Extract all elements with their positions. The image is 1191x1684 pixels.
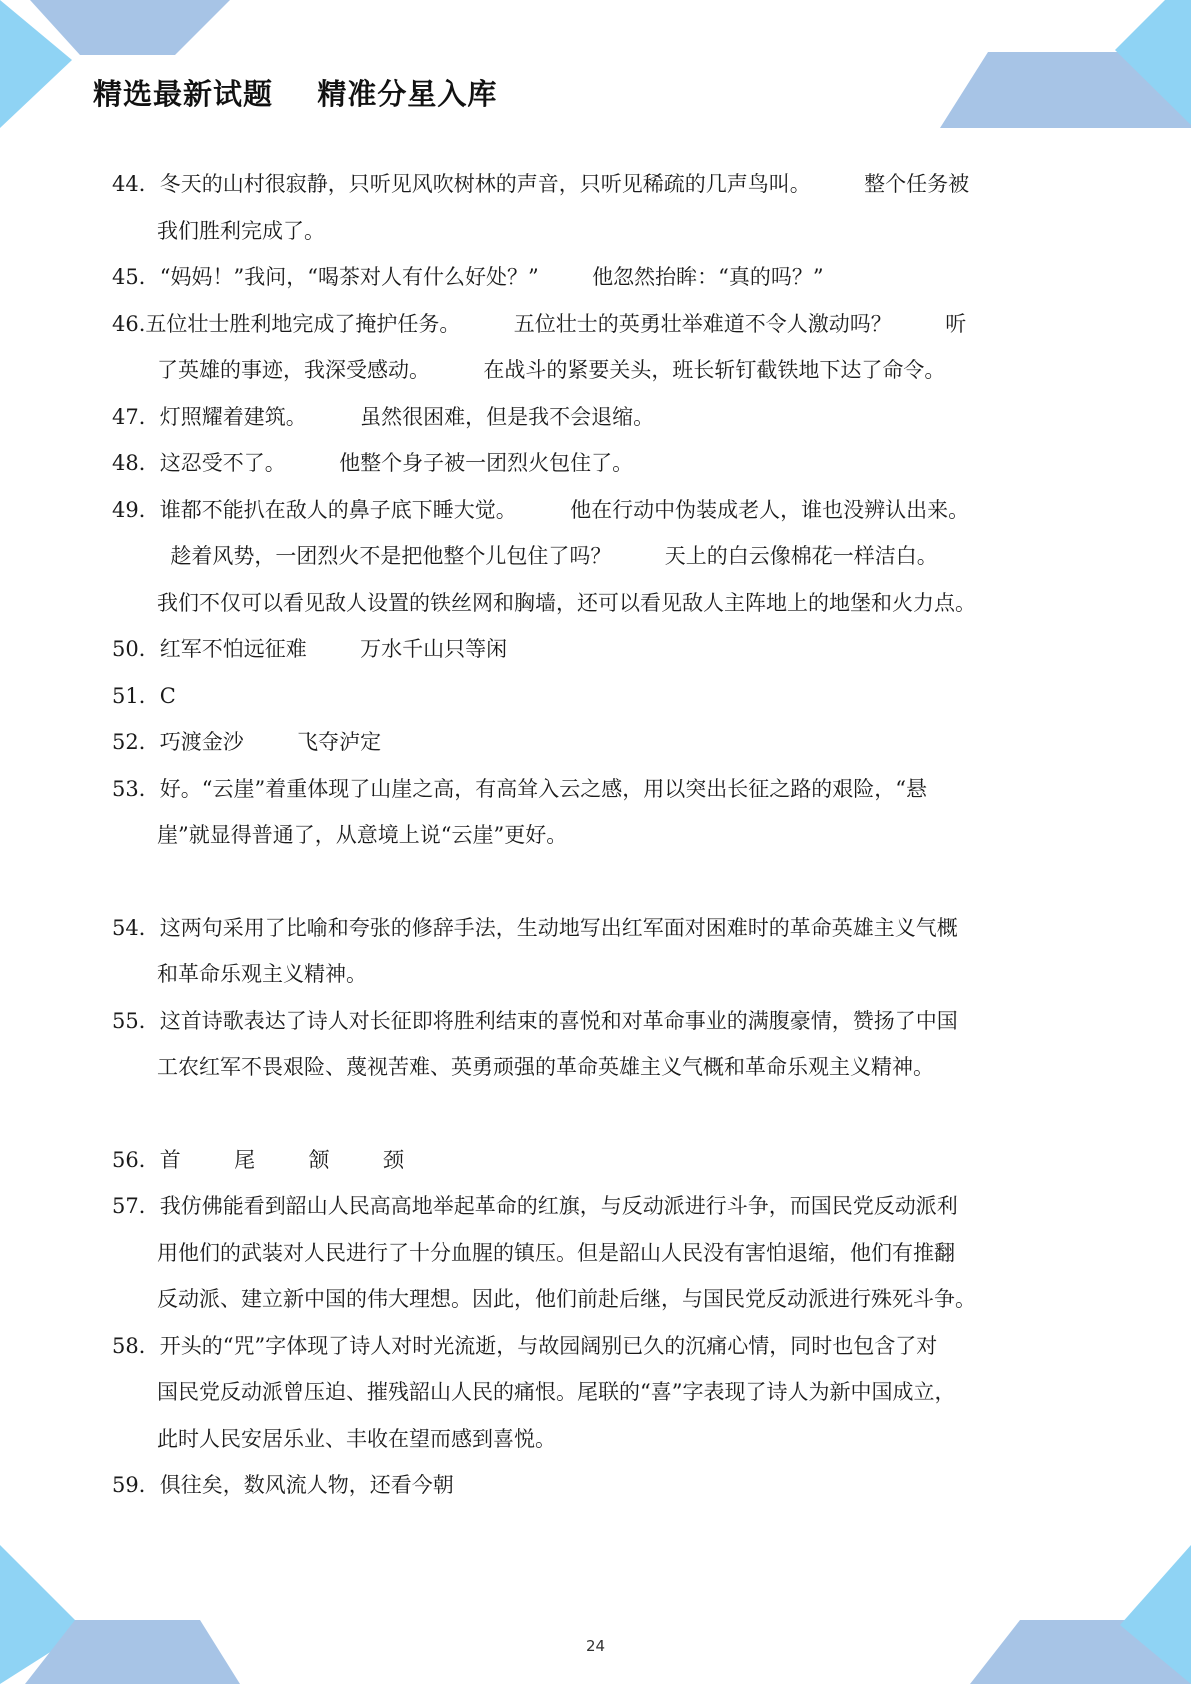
answer-item bbox=[112, 766, 1082, 859]
answer-line: 此时人民安居乐业、丰收在望而感到喜悦。 bbox=[157, 1426, 556, 1451]
answer-line: 巧渡金沙 飞夺泸定 bbox=[159, 730, 382, 754]
question-number: 48． bbox=[112, 451, 160, 475]
answer-item bbox=[112, 440, 1082, 487]
answer-text bbox=[112, 1462, 1082, 1509]
answer-item bbox=[112, 1323, 1082, 1463]
question-number: 56． bbox=[112, 1147, 160, 1172]
bottom-right-decoration bbox=[960, 1545, 1191, 1684]
question-number: 49． bbox=[112, 497, 160, 522]
header-title: 精选最新试题 精准分星入库 bbox=[93, 77, 498, 111]
answer-line: 俱往矣，数风流人物，还看今朝 bbox=[159, 1473, 454, 1497]
answer-text bbox=[112, 161, 1082, 254]
answer-line: 这忍受不了。 他整个身子被一团烈火包住了。 bbox=[159, 451, 634, 475]
answer-text bbox=[112, 626, 1082, 673]
answer-text bbox=[112, 440, 1082, 487]
answer-item bbox=[112, 1137, 1082, 1184]
question-number: 52． bbox=[112, 730, 160, 754]
answer-line: “妈妈！”我问，“喝茶对人有什么好处？” 他忽然抬眸：“真的吗？” bbox=[159, 265, 824, 289]
answer-line: 我们胜利完成了。 bbox=[157, 218, 325, 243]
spacer bbox=[112, 859, 1082, 905]
question-number: 46. bbox=[112, 311, 146, 336]
answer-line: 趁着风势，一团烈火不是把他整个儿包住了吗？ 天上的白云像棉花一样洁白。 bbox=[157, 544, 938, 568]
answer-item bbox=[112, 1462, 1082, 1509]
answer-item bbox=[112, 394, 1082, 441]
question-number: 57． bbox=[112, 1194, 160, 1218]
answer-line: 工农红军不畏艰险、蔑视苦难、英勇顽强的革命英雄主义气概和革命乐观主义精神。 bbox=[157, 1055, 934, 1079]
answer-line: 反动派、建立新中国的伟大理想。因此，他们前赴后继，与国民党反动派进行殊死斗争。 bbox=[157, 1287, 976, 1311]
answer-text bbox=[112, 673, 1082, 720]
question-number: 45． bbox=[112, 265, 160, 289]
answer-item bbox=[112, 301, 1082, 394]
answer-text bbox=[112, 1137, 1082, 1184]
question-number: 51． bbox=[112, 683, 160, 708]
answer-item bbox=[112, 1183, 1082, 1323]
answer-list bbox=[112, 161, 1082, 1509]
answer-line: C bbox=[159, 683, 176, 708]
question-number: 55． bbox=[112, 1008, 160, 1033]
answer-line: 用他们的武装对人民进行了十分血腥的镇压。但是韶山人民没有害怕退缩，他们有推翻 bbox=[157, 1240, 955, 1265]
question-number: 54． bbox=[112, 915, 160, 940]
answer-line: 五位壮士胜利地完成了掩护任务。 五位壮士的英勇壮举难道不令人激动吗？ 听 bbox=[145, 311, 967, 336]
spacer bbox=[112, 1091, 1082, 1137]
answer-text bbox=[112, 487, 1082, 627]
answer-line: 谁都不能扒在敌人的鼻子底下睡大觉。 他在行动中伪装成老人，谁也没辨认出来。 bbox=[159, 497, 970, 522]
answer-item bbox=[112, 719, 1082, 766]
question-number: 50． bbox=[112, 637, 160, 661]
bottom-left-decoration bbox=[0, 1545, 260, 1684]
answer-item bbox=[112, 905, 1082, 998]
answer-line: 和革命乐观主义精神。 bbox=[157, 962, 367, 986]
answer-line: 开头的“咒”字体现了诗人对时光流逝，与故园阔别已久的沉痛心情，同时也包含了对 bbox=[159, 1333, 938, 1358]
answer-text bbox=[112, 394, 1082, 441]
answer-line: 灯照耀着建筑。 虽然很困难，但是我不会退缩。 bbox=[159, 404, 655, 429]
answer-text bbox=[112, 301, 1082, 394]
answer-item bbox=[112, 254, 1082, 301]
question-number: 53． bbox=[112, 776, 160, 801]
answer-line: 我们不仅可以看见敌人设置的铁丝网和胸墙，还可以看见敌人主阵地上的地堡和火力点。 bbox=[157, 590, 976, 615]
answer-text bbox=[112, 719, 1082, 766]
answer-line: 这首诗歌表达了诗人对长征即将胜利结束的喜悦和对革命事业的满腹豪情，赞扬了中国 bbox=[159, 1008, 958, 1033]
answer-line: 红军不怕远征难 万水千山只等闲 bbox=[159, 637, 508, 661]
answer-line: 冬天的山村很寂静，只听见风吹树林的声音，只听见稀疏的几声鸟叫。 整个任务被 bbox=[159, 172, 970, 196]
answer-text bbox=[112, 254, 1082, 301]
answer-text bbox=[112, 998, 1082, 1091]
answer-item bbox=[112, 998, 1082, 1091]
answer-line: 好。“云崖”着重体现了山崖之高，有高耸入云之感，用以突出长征之路的艰险，“悬 bbox=[159, 776, 927, 801]
answer-line: 这两句采用了比喻和夸张的修辞手法，生动地写出红军面对困难时的革命英雄主义气概 bbox=[159, 915, 958, 940]
answer-line: 我仿佛能看到韶山人民高高地举起革命的红旗，与反动派进行斗争，而国民党反动派利 bbox=[159, 1194, 958, 1218]
answer-item bbox=[112, 161, 1082, 254]
answer-text bbox=[112, 1183, 1082, 1323]
top-right-decoration bbox=[930, 0, 1191, 130]
page-number: 24 bbox=[585, 1637, 606, 1655]
answer-text bbox=[112, 905, 1082, 998]
answer-line: 首 尾 颔 颈 bbox=[159, 1147, 404, 1172]
answer-line: 了英雄的事迹，我深受感动。 在战斗的紧要关头，班长斩钉截铁地下达了命令。 bbox=[157, 358, 946, 382]
answer-item bbox=[112, 626, 1082, 673]
answer-item bbox=[112, 673, 1082, 720]
question-number: 47． bbox=[112, 404, 160, 429]
answer-line: 崖”就显得普通了，从意境上说“云崖”更好。 bbox=[157, 823, 568, 847]
question-number: 44． bbox=[112, 172, 160, 196]
question-number: 58． bbox=[112, 1333, 160, 1358]
answer-line: 国民党反动派曾压迫、摧残韶山人民的痛恨。尾联的“喜”字表现了诗人为新中国成立， bbox=[157, 1380, 956, 1404]
answer-item bbox=[112, 487, 1082, 627]
answer-text bbox=[112, 1323, 1082, 1463]
answer-text bbox=[112, 766, 1082, 859]
question-number: 59． bbox=[112, 1473, 160, 1497]
